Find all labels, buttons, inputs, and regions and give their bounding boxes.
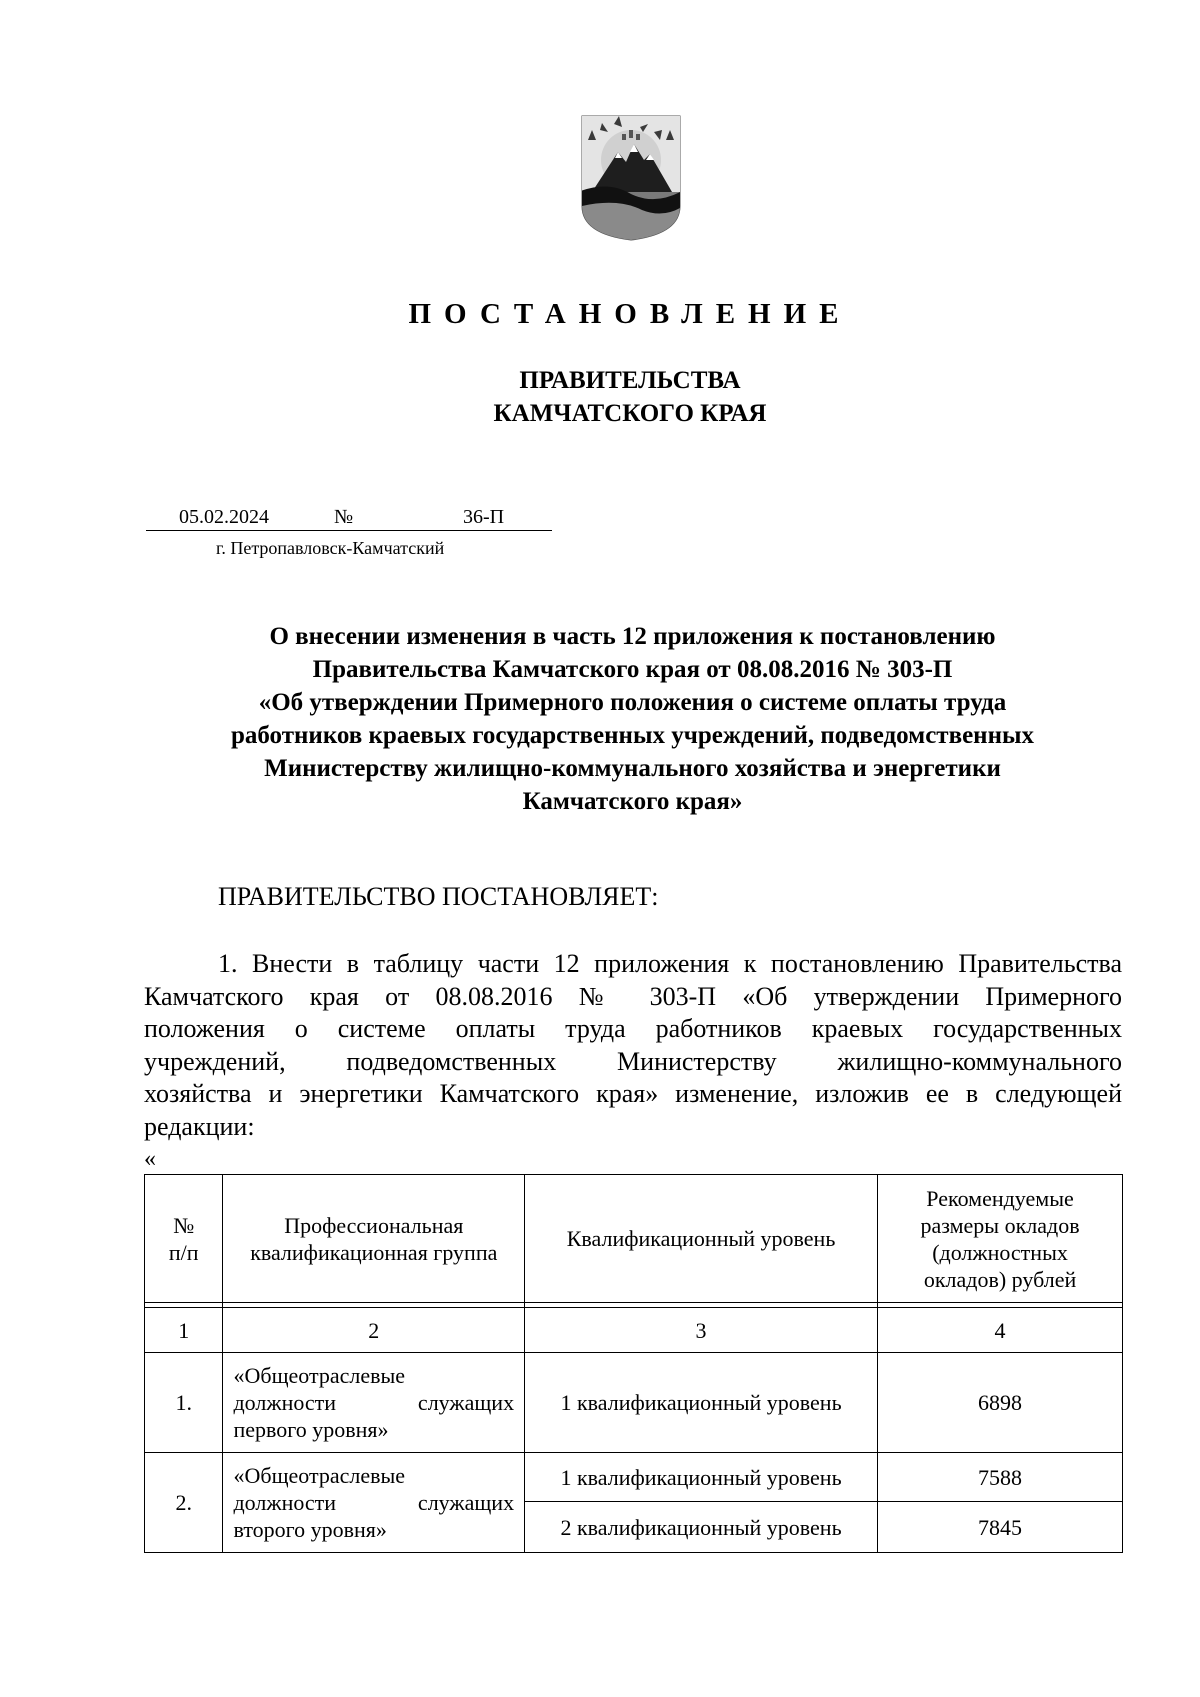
document-city: г. Петропавловск-Камчатский [216,538,445,558]
document-subject [140,620,1125,818]
subject-line: Правительства Камчатского края от 08.08.2016 № 303-П [312,656,953,683]
row-level: 1 квалификационный уровень [525,1453,878,1502]
paragraph-line: положения о системе оплаты труда работников краевых государственных [144,1014,1122,1043]
header-num: № п/п [145,1175,223,1303]
paragraph-1 [144,948,1122,1143]
row-group: «Общеотраслевые должности служащих первого уровня» [223,1353,525,1453]
paragraph-line: 1. Внести в таблицу части 12 приложения к постановлению Правительства [218,949,1122,978]
table-header-row [145,1175,1123,1303]
row-level: 1 квалификационный уровень [525,1353,878,1453]
subject-line: О внесении изменения в часть 12 приложения к постановлению [269,623,996,650]
document-date: 05.02.2024 [179,506,269,528]
issuer-line-2: КАМЧАТСКОГО КРАЯ [493,400,767,427]
paragraph-line: редакции: [144,1111,255,1141]
document-type-title: ПОСТАНОВЛЕНИЕ [408,298,852,330]
salary-table [144,1174,1123,1553]
subject-line: Камчатского края» [522,788,743,815]
opening-quote: « [144,1146,156,1172]
paragraph-line: учреждений, подведомственных Министерству жилищно-коммунального [144,1046,1122,1076]
paragraph-line: Камчатского края от 08.08.2016 № 303-П «Об утверждении Примерного [144,981,1122,1011]
row-num: 2. [145,1453,223,1553]
number-sign: № [334,506,354,528]
issuer-line-1: ПРАВИТЕЛЬСТВА [519,367,741,394]
row-group: «Общеотраслевые должности служащих второго уровня» [223,1453,525,1553]
column-number-row [145,1308,1123,1353]
subject-line: Министерству жилищно-коммунального хозяйства и энергетики [264,755,1001,782]
column-number: 4 [878,1308,1123,1353]
row-salary: 7845 [878,1502,1123,1553]
row-level: 2 квалификационный уровень [525,1502,878,1553]
column-number: 1 [145,1308,223,1353]
header-level: Квалификационный уровень [525,1175,878,1303]
row-num: 1. [145,1353,223,1453]
table-row [145,1453,1123,1502]
header-salary: Рекомендуемые размеры окладов (должностных окладов) рублей [878,1175,1123,1303]
decree-statement: ПРАВИТЕЛЬСТВО ПОСТАНОВЛЯЕТ: [218,882,659,911]
table-row [145,1353,1123,1453]
subject-line: «Об утверждении Примерного положения о системе оплаты труда [258,689,1007,716]
column-number: 3 [525,1308,878,1353]
paragraph-line: хозяйства и энергетики Камчатского края» изменение, изложив ее в следующей [144,1079,1122,1108]
header-group: Профессиональная квалификационная группа [223,1175,525,1303]
subject-line: работников краевых государственных учреждений, подведомственных [230,722,1034,749]
row-salary: 6898 [878,1353,1123,1453]
kamchatka-coat-of-arms-icon [578,110,684,244]
document-number: 36-П [463,506,505,528]
row-salary: 7588 [878,1453,1123,1502]
date-number-underline [146,530,552,531]
column-number: 2 [223,1308,525,1353]
